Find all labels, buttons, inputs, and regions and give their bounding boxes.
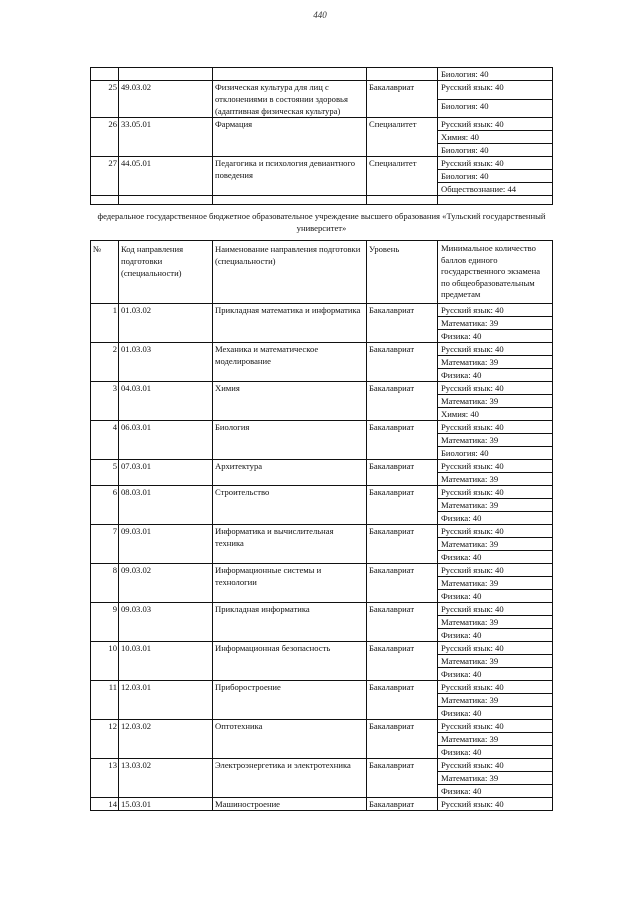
row-number: 26 bbox=[91, 118, 119, 157]
subject-min-score: Математика: 39 bbox=[438, 498, 553, 511]
table-row bbox=[91, 719, 553, 732]
program-name: Архитектура bbox=[213, 459, 367, 485]
program-name: Оптотехника bbox=[213, 719, 367, 758]
row-number: 1 bbox=[91, 303, 119, 342]
empty-cell bbox=[367, 196, 438, 205]
program-name: Информационные системы и технологии bbox=[213, 563, 367, 602]
education-level: Бакалавриат bbox=[367, 641, 438, 680]
empty-cell bbox=[91, 68, 119, 81]
program-name: Фармация bbox=[213, 118, 367, 157]
program-name: Механика и математическое моделирование bbox=[213, 342, 367, 381]
program-name: Химия bbox=[213, 381, 367, 420]
program-name: Приборостроение bbox=[213, 680, 367, 719]
program-name: Информатика и вычислительная техника bbox=[213, 524, 367, 563]
education-level: Бакалавриат bbox=[367, 524, 438, 563]
program-code: 01.03.03 bbox=[119, 342, 213, 381]
row-number: 27 bbox=[91, 157, 119, 196]
subject-min-score: Химия: 40 bbox=[438, 131, 553, 144]
row-number: 8 bbox=[91, 563, 119, 602]
subject-min-score: Русский язык: 40 bbox=[438, 381, 553, 394]
program-code: 09.03.02 bbox=[119, 563, 213, 602]
subject-min-score: Физика: 40 bbox=[438, 511, 553, 524]
empty-cell bbox=[438, 196, 553, 205]
program-code: 01.03.02 bbox=[119, 303, 213, 342]
program-code: 10.03.01 bbox=[119, 641, 213, 680]
row-number: 14 bbox=[91, 797, 119, 810]
subject-min-score: Русский язык: 40 bbox=[438, 758, 553, 771]
table-row bbox=[91, 420, 553, 433]
subject-min-score: Русский язык: 40 bbox=[438, 719, 553, 732]
subject-min-score: Биология: 40 bbox=[438, 68, 553, 81]
table-row bbox=[91, 81, 553, 100]
education-level: Бакалавриат bbox=[367, 602, 438, 641]
row-number: 10 bbox=[91, 641, 119, 680]
education-level: Бакалавриат bbox=[367, 420, 438, 459]
row-number: 7 bbox=[91, 524, 119, 563]
subject-min-score: Химия: 40 bbox=[438, 407, 553, 420]
program-name: Прикладная математика и информатика bbox=[213, 303, 367, 342]
subject-min-score: Русский язык: 40 bbox=[438, 157, 553, 170]
program-code: 08.03.01 bbox=[119, 485, 213, 524]
table-row bbox=[91, 196, 553, 205]
education-level: Бакалавриат bbox=[367, 563, 438, 602]
subject-min-score: Физика: 40 bbox=[438, 706, 553, 719]
row-number: 25 bbox=[91, 81, 119, 118]
header-number: № bbox=[91, 241, 119, 304]
subject-min-score: Русский язык: 40 bbox=[438, 420, 553, 433]
empty-cell bbox=[119, 68, 213, 81]
subject-min-score: Русский язык: 40 bbox=[438, 797, 553, 810]
program-name: Прикладная информатика bbox=[213, 602, 367, 641]
education-level: Бакалавриат bbox=[367, 381, 438, 420]
table-row bbox=[91, 524, 553, 537]
education-level: Бакалавриат bbox=[367, 342, 438, 381]
program-name: Физическая культура для лиц с отклонениями в состоянии здоровья (адаптивная физическая культура) bbox=[213, 81, 367, 118]
education-level: Специалитет bbox=[367, 157, 438, 196]
subject-min-score: Математика: 39 bbox=[438, 771, 553, 784]
subject-min-score: Русский язык: 40 bbox=[438, 303, 553, 316]
table-row bbox=[91, 485, 553, 498]
subject-min-score: Физика: 40 bbox=[438, 784, 553, 797]
education-level: Бакалавриат bbox=[367, 81, 438, 118]
subject-min-score: Физика: 40 bbox=[438, 329, 553, 342]
table-row bbox=[91, 680, 553, 693]
row-number: 3 bbox=[91, 381, 119, 420]
table-row bbox=[91, 641, 553, 654]
program-code: 12.03.01 bbox=[119, 680, 213, 719]
table-row bbox=[91, 342, 553, 355]
header-level: Уровень bbox=[367, 241, 438, 304]
subject-min-score: Русский язык: 40 bbox=[438, 118, 553, 131]
subject-min-score: Русский язык: 40 bbox=[438, 524, 553, 537]
subject-min-score: Математика: 39 bbox=[438, 316, 553, 329]
subject-min-score: Русский язык: 40 bbox=[438, 563, 553, 576]
empty-cell bbox=[213, 196, 367, 205]
program-code: 07.03.01 bbox=[119, 459, 213, 485]
university-heading: федеральное государственное бюджетное образовательное учреждение высшего образования «Тульский государственный университет» bbox=[91, 205, 553, 241]
empty-cell bbox=[367, 68, 438, 81]
subject-min-score: Математика: 39 bbox=[438, 576, 553, 589]
program-code: 04.03.01 bbox=[119, 381, 213, 420]
header-min-score: Минимальное количество баллов единого государственного экзамена по общеобразовательным предметам bbox=[438, 241, 553, 304]
subject-min-score: Русский язык: 40 bbox=[438, 342, 553, 355]
subject-min-score: Физика: 40 bbox=[438, 628, 553, 641]
table-row bbox=[91, 68, 553, 81]
subject-min-score: Биология: 40 bbox=[438, 144, 553, 157]
subject-min-score: Русский язык: 40 bbox=[438, 81, 553, 100]
education-level: Бакалавриат bbox=[367, 485, 438, 524]
empty-cell bbox=[119, 196, 213, 205]
program-name: Информационная безопасность bbox=[213, 641, 367, 680]
row-number: 9 bbox=[91, 602, 119, 641]
row-number: 5 bbox=[91, 459, 119, 485]
table-row bbox=[91, 602, 553, 615]
row-number: 6 bbox=[91, 485, 119, 524]
program-code: 13.03.02 bbox=[119, 758, 213, 797]
subject-min-score: Биология: 40 bbox=[438, 170, 553, 183]
table-row bbox=[91, 758, 553, 771]
program-code: 44.05.01 bbox=[119, 157, 213, 196]
subject-min-score: Физика: 40 bbox=[438, 368, 553, 381]
education-level: Бакалавриат bbox=[367, 303, 438, 342]
subject-min-score: Биология: 40 bbox=[438, 446, 553, 459]
program-name: Строительство bbox=[213, 485, 367, 524]
table-row bbox=[91, 459, 553, 472]
table-row bbox=[91, 381, 553, 394]
subject-min-score: Русский язык: 40 bbox=[438, 602, 553, 615]
table-row bbox=[91, 563, 553, 576]
program-name: Машиностроение bbox=[213, 797, 367, 810]
table-row bbox=[91, 797, 553, 810]
program-name: Педагогика и психология девиантного поведения bbox=[213, 157, 367, 196]
program-code: 09.03.03 bbox=[119, 602, 213, 641]
row-number: 12 bbox=[91, 719, 119, 758]
education-level: Бакалавриат bbox=[367, 797, 438, 810]
education-level: Бакалавриат bbox=[367, 719, 438, 758]
row-number: 13 bbox=[91, 758, 119, 797]
subject-min-score: Математика: 39 bbox=[438, 537, 553, 550]
table-row bbox=[91, 118, 553, 131]
education-level: Бакалавриат bbox=[367, 680, 438, 719]
header-name: Наименование направления подготовки (специальности) bbox=[213, 241, 367, 304]
header-code: Код направления подготовки (специальности) bbox=[119, 241, 213, 304]
program-code: 06.03.01 bbox=[119, 420, 213, 459]
row-number: 2 bbox=[91, 342, 119, 381]
subject-min-score: Математика: 39 bbox=[438, 654, 553, 667]
empty-cell bbox=[91, 196, 119, 205]
subject-min-score: Математика: 39 bbox=[438, 394, 553, 407]
subject-min-score: Математика: 39 bbox=[438, 433, 553, 446]
subject-min-score: Математика: 39 bbox=[438, 732, 553, 745]
program-name: Электроэнергетика и электротехника bbox=[213, 758, 367, 797]
subject-min-score: Математика: 39 bbox=[438, 615, 553, 628]
row-number: 4 bbox=[91, 420, 119, 459]
empty-cell bbox=[213, 68, 367, 81]
program-code: 33.05.01 bbox=[119, 118, 213, 157]
subject-min-score: Русский язык: 40 bbox=[438, 680, 553, 693]
subject-min-score: Русский язык: 40 bbox=[438, 485, 553, 498]
page-number: 440 bbox=[313, 10, 327, 20]
program-code: 12.03.02 bbox=[119, 719, 213, 758]
program-name: Биология bbox=[213, 420, 367, 459]
subject-min-score: Русский язык: 40 bbox=[438, 459, 553, 472]
subject-min-score: Физика: 40 bbox=[438, 667, 553, 680]
subject-min-score: Математика: 39 bbox=[438, 693, 553, 706]
table-row bbox=[91, 205, 553, 241]
program-code: 49.03.02 bbox=[119, 81, 213, 118]
subject-min-score: Физика: 40 bbox=[438, 745, 553, 758]
education-level: Бакалавриат bbox=[367, 459, 438, 485]
subject-min-score: Математика: 39 bbox=[438, 355, 553, 368]
subject-min-score: Физика: 40 bbox=[438, 589, 553, 602]
subject-min-score: Физика: 40 bbox=[438, 550, 553, 563]
table-row bbox=[91, 303, 553, 316]
program-code: 15.03.01 bbox=[119, 797, 213, 810]
program-code: 09.03.01 bbox=[119, 524, 213, 563]
subject-min-score: Русский язык: 40 bbox=[438, 641, 553, 654]
row-number: 11 bbox=[91, 680, 119, 719]
education-level: Специалитет bbox=[367, 118, 438, 157]
admission-score-table bbox=[90, 67, 553, 811]
subject-min-score: Математика: 39 bbox=[438, 472, 553, 485]
education-level: Бакалавриат bbox=[367, 758, 438, 797]
subject-min-score: Обществознание: 44 bbox=[438, 183, 553, 196]
table-row bbox=[91, 157, 553, 170]
table-header-row bbox=[91, 241, 553, 304]
subject-min-score: Биология: 40 bbox=[438, 99, 553, 118]
